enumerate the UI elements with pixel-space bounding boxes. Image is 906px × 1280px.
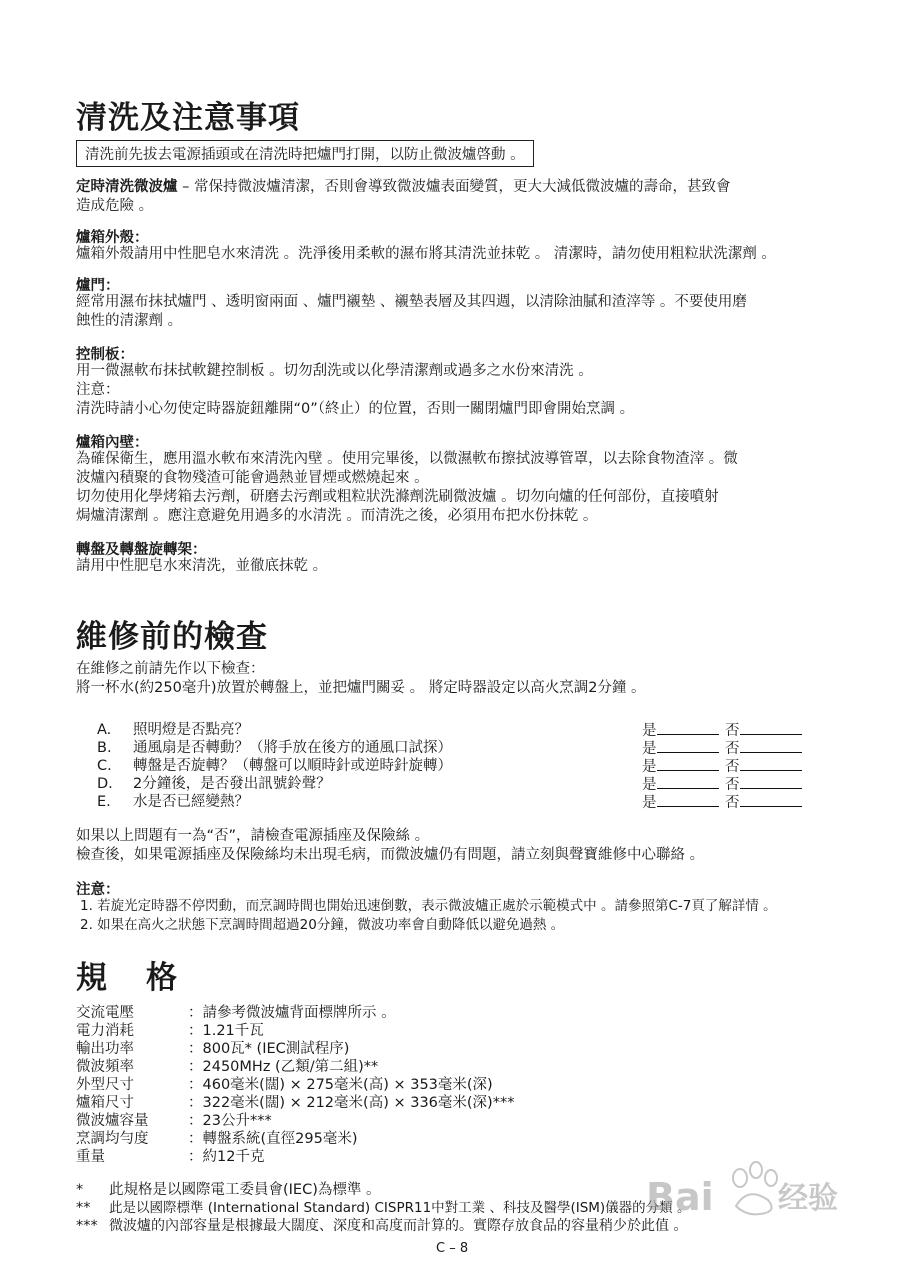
yes-label: 是: [642, 777, 657, 793]
intro-line-1: – 常保持微波爐清潔，否則會導致微波爐表面變質，更大大減低微波爐的壽命，甚致會: [177, 179, 731, 195]
check-intro-line-1: 在維修之前請先作以下檢查：: [76, 661, 265, 677]
inner-line-4: 焗爐清潔劑 。應注意避免用過多的水清洗 。而清洗之後，必須用布把水份抹乾 。: [76, 508, 598, 524]
check-after-line-1: 如果以上問題有一為“否”，請檢查電源插座及保險絲 。: [76, 828, 430, 844]
check-question: 照明燈是否點亮？: [133, 722, 249, 738]
spec-key: 微波爐容量: [76, 1113, 149, 1129]
spec-value: ：23公升***: [188, 1113, 272, 1129]
check-letter: E.: [97, 794, 111, 810]
spec-key: 重量: [76, 1149, 105, 1165]
footnote-mark: ***: [76, 1218, 98, 1234]
no-label: 否: [725, 741, 740, 757]
yes-label: 是: [642, 723, 657, 739]
check-question: 通風扇是否轉動？（將手放在後方的通風口試探）: [133, 740, 452, 756]
yes-blank: [657, 757, 719, 771]
spec-value: ：1.21千瓦: [188, 1023, 264, 1039]
note-1: 1. 若旋光定時器不停閃動，而烹調時間也開始迅速倒數，表示微波爐正處於示範模式中 。請參照第C-7頁了解詳情 。: [80, 898, 777, 914]
svg-text:Bai: Bai: [646, 1175, 714, 1219]
spec-key: 電力消耗: [76, 1023, 134, 1039]
no-blank: [740, 775, 802, 789]
check-question: 2分鐘後，是否發出訊號鈴聲？: [133, 776, 331, 792]
check-letter: C.: [97, 758, 112, 774]
checklist: [97, 721, 817, 811]
spec-title: 規 格: [76, 960, 181, 996]
no-label: 否: [725, 795, 740, 811]
spec-value: ：轉盤系統(直徑295毫米): [188, 1131, 358, 1147]
check-after: [76, 827, 836, 865]
footnote-text: 微波爐的內部容量是根據最大闊度、深度和高度而計算的。實際存放食品的容量稍少於此值 。: [109, 1218, 688, 1234]
spec-value: ：請參考微波爐背面標牌所示 。: [188, 1005, 396, 1021]
casing-text: 爐箱外殼請用中性肥皂水來清洗 。洗淨後用柔軟的濕布將其清洗並抹乾 。 清潔時，請勿使用粗粒狀洗潔劑 。: [76, 246, 776, 262]
yes-label: 是: [642, 741, 657, 757]
no-label: 否: [725, 759, 740, 775]
check-question: 水是否已經變熱？: [133, 794, 249, 810]
check-after-line-2: 檢查後，如果電源插座及保險絲均未出現毛病，而微波爐仍有問題，請立刻與聲寶維修中心聯絡 。: [76, 847, 705, 863]
turntable-text: 請用中性肥皂水來清洗，並徹底抹乾 。: [76, 558, 328, 574]
panel-line-3: 清洗時請小心勿使定時器旋鈕離開“0”（終止）的位置，否則一關閉爐門即會開始烹調 。: [76, 401, 635, 417]
door-line-2: 蝕性的清潔劑 。: [76, 313, 183, 329]
check-title: 維修前的檢查: [76, 619, 268, 655]
check-item: [97, 793, 817, 811]
check-intro: [76, 660, 836, 698]
no-blank: [740, 739, 802, 753]
intro-line-2: 造成危險 。: [76, 198, 154, 214]
turntable-heading: 轉盤及轉盤旋轉架：: [76, 542, 207, 558]
yes-blank: [657, 739, 719, 753]
yes-blank: [657, 721, 719, 735]
check-letter: A.: [97, 722, 112, 738]
door-line-1: 經常用濕布抹拭爐門 、透明窗兩面 、爐門襯墊 、襯墊表層及其四週，以清除油膩和渣滓等 。不要使用磨: [76, 294, 747, 310]
spec-key: 輸出功率: [76, 1041, 134, 1057]
yes-blank: [657, 775, 719, 789]
check-item: [97, 739, 817, 757]
casing-heading: 爐箱外殼：: [76, 230, 149, 246]
check-item: [97, 757, 817, 775]
yes-blank: [657, 793, 719, 807]
inner-line-1: 為確保衛生，應用溫水軟布來清洗內壁 。使用完畢後，以微濕軟布擦拭波導管罩，以去除食物渣滓 。微: [76, 451, 738, 467]
note-heading: 注意：: [76, 882, 120, 898]
door-heading: 爐門：: [76, 278, 120, 294]
panel-line-1: 用一微濕軟布抹拭軟鍵控制板 。切勿刮洗或以化學清潔劑或過多之水份來清洗 。: [76, 363, 593, 379]
intro-bold-label: 定時清洗微波爐: [76, 179, 178, 195]
panel-line-2: 注意：: [76, 382, 120, 398]
footnote-text: 此是以國際標準 (International Standard) CISPR11中對工業 、科技及醫學(ISM)儀器的分類 。: [109, 1200, 691, 1216]
cleaning-title: 清洗及注意事項: [76, 100, 300, 136]
footnote-mark: *: [76, 1182, 84, 1198]
door-text: [76, 293, 836, 331]
svg-text:经验: 经验: [778, 1181, 838, 1216]
footnote-mark: **: [76, 1200, 91, 1216]
no-label: 否: [725, 723, 740, 739]
spec-key: 烹調均勻度: [76, 1131, 149, 1147]
note-2: 2. 如果在高火之狀態下烹調時間超過20分鐘，微波功率會自動降低以避免過熱 。: [80, 917, 565, 933]
inner-line-3: 切勿使用化學烤箱去污劑，研磨去污劑或粗粒狀洗滌劑洗刷微波爐 。切勿向爐的任何部份，直接噴射: [76, 489, 719, 505]
check-question: 轉盤是否旋轉？（轉盤可以順時針或逆時針旋轉）: [133, 758, 452, 774]
inner-line-2: 波爐內積聚的食物殘渣可能會過熱並冒煙或燃燒起來 。: [76, 470, 429, 486]
cleaning-warning-box: 清洗前先拔去電源插頭或在清洗時把爐門打開，以防止微波爐啓動 。: [76, 140, 534, 167]
no-blank: [740, 793, 802, 807]
check-letter: B.: [97, 740, 112, 756]
check-item: [97, 721, 817, 739]
spec-value: ：322毫米(闊) × 212毫米(高) × 336毫米(深)***: [188, 1095, 515, 1111]
no-blank: [740, 757, 802, 771]
panel-heading: 控制板：: [76, 347, 134, 363]
spec-value: ：800瓦* (IEC測試程序): [188, 1041, 350, 1057]
spec-key: 微波頻率: [76, 1059, 134, 1075]
spec-value: ：約12千克: [188, 1149, 265, 1165]
spec-value: ：2450MHz (乙類/第二組)**: [188, 1059, 379, 1075]
no-label: 否: [725, 777, 740, 793]
spec-key: 爐箱尺寸: [76, 1095, 134, 1111]
yes-label: 是: [642, 759, 657, 775]
check-intro-line-2: 將一杯水(約250毫升)放置於轉盤上，並把爐門關妥 。 將定時器設定以高火烹調2分鐘 。: [76, 680, 646, 696]
inner-text: [76, 450, 836, 526]
spec-key: 交流電壓: [76, 1005, 134, 1021]
no-blank: [740, 721, 802, 735]
panel-text: [76, 362, 836, 419]
notes-list: [80, 897, 840, 935]
check-item: [97, 775, 817, 793]
page-number: C – 8: [436, 1241, 469, 1256]
spec-value: ：460毫米(闊) × 275毫米(高) × 353毫米(深): [188, 1077, 493, 1093]
cleaning-intro: [76, 178, 836, 216]
check-letter: D.: [97, 776, 113, 792]
spec-key: 外型尺寸: [76, 1077, 134, 1093]
baidu-watermark-logo: [628, 1148, 858, 1226]
inner-heading: 爐箱內壁：: [76, 435, 149, 451]
footnote-text: 此規格是以國際電工委員會(IEC)為標準 。: [109, 1182, 381, 1198]
yes-label: 是: [642, 795, 657, 811]
